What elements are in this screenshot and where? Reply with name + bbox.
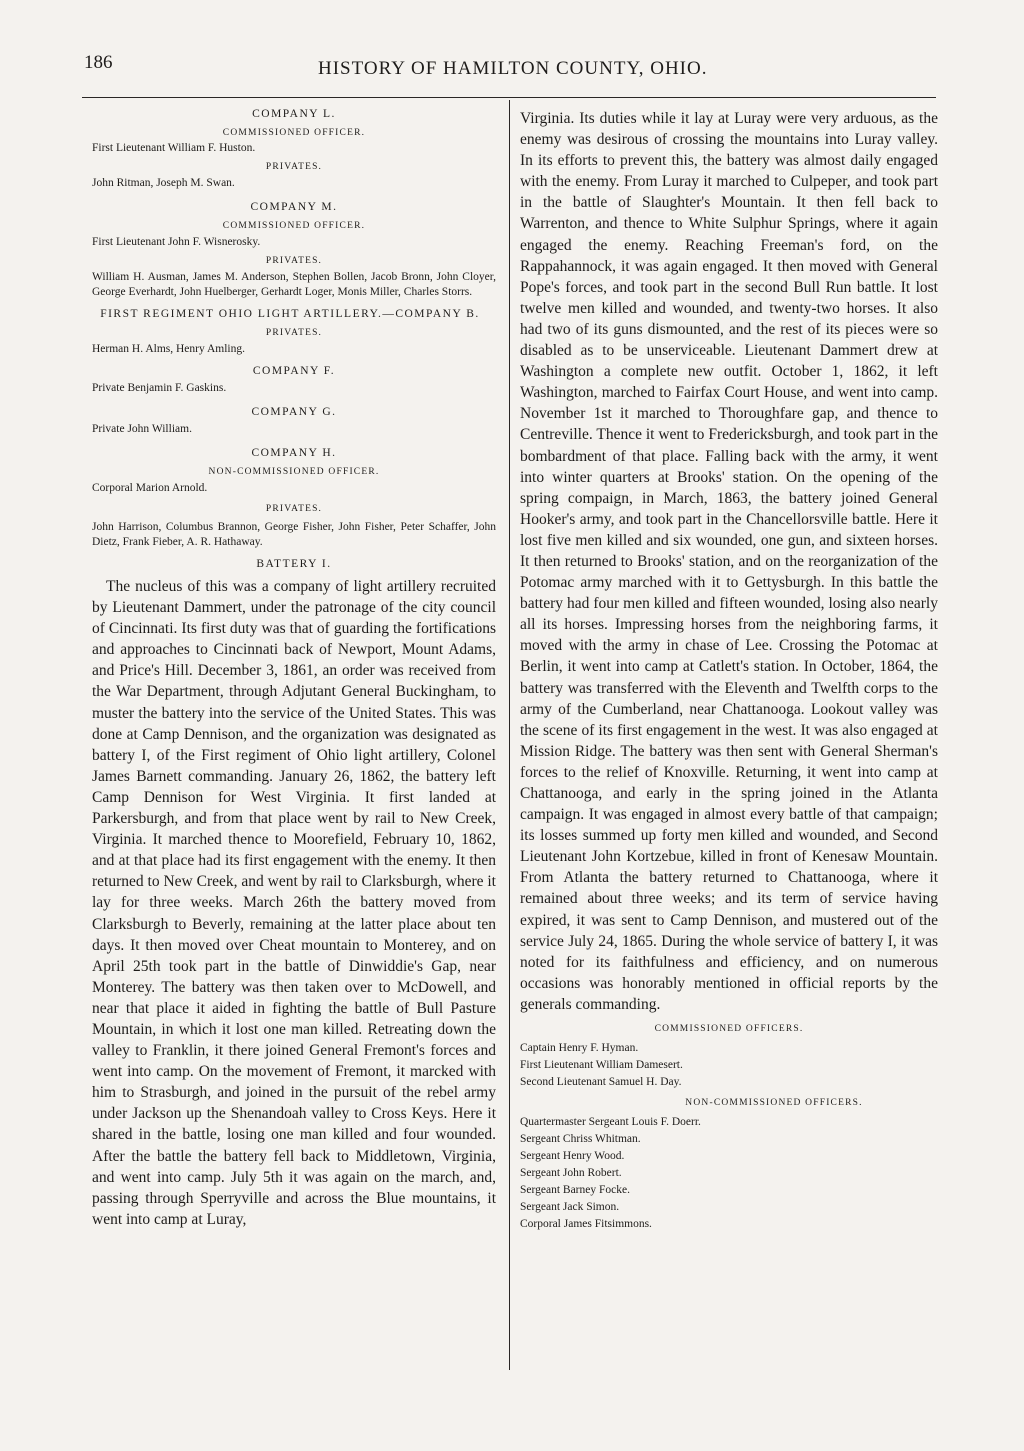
noncommissioned-officer: Quartermaster Sergeant Louis F. Doerr. [520,1116,701,1129]
company-h-noncommissioned-heading: NON-COMMISSIONED OFFICER. [208,467,380,477]
page-number: 186 [84,52,113,73]
running-head: HISTORY OF HAMILTON COUNTY, OHIO. [318,58,708,79]
first-regiment-privates-heading: PRIVATES. [265,328,323,338]
company-l-privates-heading: PRIVATES. [265,162,323,172]
company-h-privates: John Harrison, Columbus Brannon, George Fisher, John Fisher, Peter Schaffer, John Dietz, Frank Fieber, A. R. Hathaway. [92,521,496,548]
company-h-privates-heading: PRIVATES. [265,504,323,514]
noncommissioned-officer: Sergeant Chriss Whitman. [520,1133,641,1146]
company-g-heading: COMPANY G. [251,406,337,418]
right-column [520,108,938,1234]
first-regiment-heading: FIRST REGIMENT OHIO LIGHT ARTILLERY.—COMPANY B. [100,308,480,320]
header-rule [82,97,936,98]
company-m-heading: COMPANY M. [250,201,338,213]
company-m-privates: William H. Ausman, James M. Anderson, Stephen Bollen, Jacob Bronn, John Cloyer, George Everhardt, John Huelberger, Gerhardt Loger, Monis Miller, Charles Storrs. [92,271,496,298]
battery-i-continued-text: Virginia. Its duties while it lay at Luray were very arduous, as the enemy was desirous of crossing the mountains into Luray valley. In its efforts to prevent this, the battery was almost daily engaged with the enemy. From Luray it marched to Culpeper, and took part in the battle of Slaughter's Mountain. It then fell back to Warrenton, and thence to White Sulphur Springs, where it again engaged the enemy. Reaching Freeman's ford, on the Rappahannock, it was again engaged. It then moved with General Pope's forces, and took part in the second Bull Run battle. It lost twelve men killed and wounded, and twenty-two horses. It also had two of its guns dismounted, and the rest of its pieces were so disabled as to be unserviceable. Lieutenant Dammert drew at Washington a complete new outfit. October 1, 1862, it left Washington, marched to Fairfax Court House, and went into camp. November 1st it marched to Thoroughfare gap, and thence to Centreville. Thence it went to Fredericksburgh, and took part in the bombardment of that place. Falling back with the army, it went into winter quarters at Brooks' station. On the opening of the spring compaign, in March, 1863, the battery joined General Hooker's army, and took part in the Chancellorsville battle. Here it lost five men killed and six wounded, one gun, and sixteen horses. It then returned to Brooks' station, and on the reorganization of the Potomac army marched with it to Gettysburgh. In this battle the battery had four men killed and fifteen wounded, losing also nearly all its horses. Impressing horses from the neighboring farms, it moved with the army in chase of Lee. Crossing the Potomac at Berlin, it went into camp at Catlett's station. In October, 1864, the battery was transferred with the Eleventh and Twelfth corps to the army of the Cumberland, near Chattanooga. Lookout valley was the scene of its first engagement in the west. It was also engaged at Mission Ridge. The battery was then sent with General Sherman's forces to the relief of Knoxville. Returning, it went into camp at Chattanooga, and early in the spring joined in the Atlanta campaign. It was engaged in almost every battle of that campaign; its losses summed up forty men killed and wounded, and Second Lieutenant John Kortzebue, killed in front of Kenesaw Mountain. From Atlanta the battery returned to Chattanooga, where it remained about three weeks; and its term of service having expired, it was sent to Camp Dennison, and mustered out of the service July 24, 1865. During the whole service of battery I, it was noted for its faithfulness and efficiency, and on numerous occasions was honorably mentioned in official reports by the generals commanding. [520,110,938,1013]
company-l-heading: COMPANY L. [252,108,336,120]
battery-i-heading: BATTERY I. [256,558,332,570]
noncommissioned-officers-heading: NON-COMMISSIONED OFFICERS. [685,1098,863,1109]
commissioned-officer: Captain Henry F. Hyman. [520,1042,639,1055]
noncommissioned-officers-list [520,1115,938,1232]
first-regiment-privates: Herman H. Alms, Henry Amling. [92,343,245,355]
battery-i-text: The nucleus of this was a company of light artillery recruited by Lieutenant Dammert, under the patronage of the city council of Cincinnati. Its first duty was that of guarding the fortifications and approaches to Cincinnati back of Newport, Mount Adams, and Price's Hill. December 3, 1861, an order was received from the War Department, through Adjutant General Buckingham, to muster the battery into the service of the United States. This was done at Camp Dennison, and the organization was designated as battery I, of the First regiment of Ohio light artillery, Colonel James Barnett commanding. January 26, 1862, the battery left Camp Dennison for West Virginia. It first landed at Parkersburgh, and from that place went by rail to New Creek, Virginia. It marched thence to Moorefield, February 10, 1862, and at that place had its first engagement with the enemy. It then returned to New Creek, and went by rail to Clarksburgh, where it lay for three weeks. March 26th the battery moved from Clarksburgh to Beverly, remaining at the latter place about ten days. It then moved over Cheat mountain to Monterey, and on April 25th took part in the battle of Dinwiddie's Gap, near Monterey. The battery was then taken over to McDowell, and near that place it aided in fighting the battle of Bull Pasture Mountain, in which it lost one man killed. Retreating down the valley to Franklin, it there joined General Fremont's forces and went into camp. On the movement of Fremont, it marcked with him to Strasburgh, and joined in the pursuit of the rebel army under Jackson up the Shenandoah valley to Cross Keys. Here it shared in the battle, losing one man killed and four wounded. After the battle the battery fell back to Middletown, Virginia, and went into camp. July 5th it was again on the march, and, passing through Sperryville and across the Blue mountains, it went into camp at Luray, [92,578,496,1228]
noncommissioned-officer: Sergeant Jack Simon. [520,1201,620,1214]
noncommissioned-officer: Sergeant Barney Focke. [520,1184,630,1197]
company-f-heading: COMPANY F. [252,365,336,377]
noncommissioned-officer: Sergeant Henry Wood. [520,1150,625,1163]
company-m-commissioned: First Lieutenant John F. Wisnerosky. [92,236,261,248]
company-g-entry: Private John William. [92,423,192,435]
company-l-commissioned-heading: COMMISSIONED OFFICER. [222,128,366,138]
commissioned-officers-heading: COMMISSIONED OFFICERS. [654,1024,804,1035]
commissioned-officers-list [520,1041,938,1090]
left-column [92,104,496,1230]
company-l-commissioned: First Lieutenant William F. Huston. [92,142,256,154]
noncommissioned-officer: Sergeant John Robert. [520,1167,622,1180]
company-l-privates: John Ritman, Joseph M. Swan. [92,177,235,189]
company-m-privates-heading: PRIVATES. [265,256,323,266]
noncommissioned-officer: Corporal James Fitsimmons. [520,1218,652,1231]
column-divider [509,100,510,1370]
commissioned-officer: Second Lieutenant Samuel H. Day. [520,1076,682,1089]
company-h-noncommissioned: Corporal Marion Arnold. [92,482,208,494]
company-h-heading: COMPANY H. [251,447,337,459]
company-f-entry: Private Benjamin F. Gaskins. [92,382,227,394]
company-m-commissioned-heading: COMMISSIONED OFFICER. [222,221,366,231]
commissioned-officer: First Lieutenant William Damesert. [520,1059,683,1072]
